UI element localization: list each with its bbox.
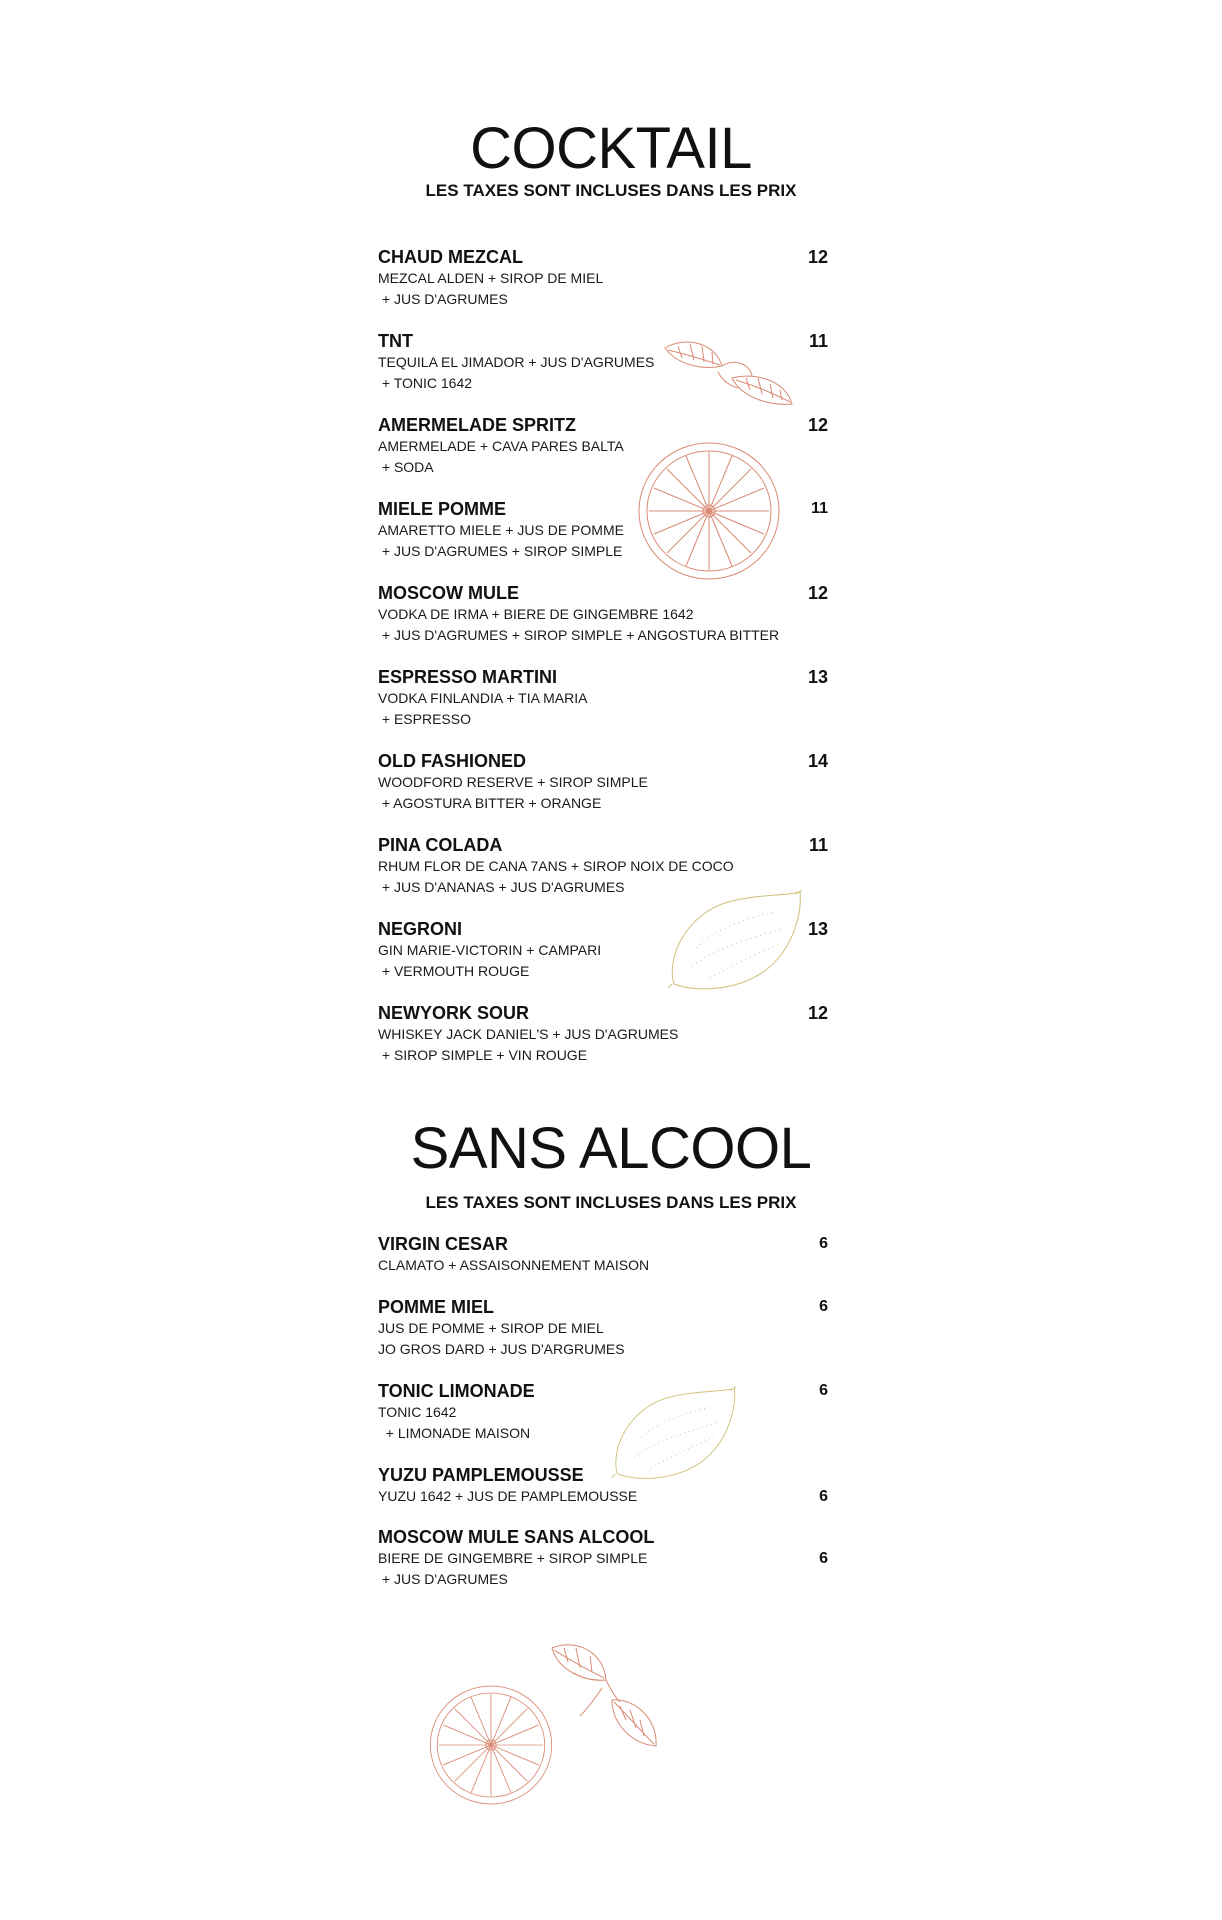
item-desc-line: MEZCAL ALDEN + SIROP DE MIEL [378,270,604,286]
item-desc-line: CLAMATO + ASSAISONNEMENT MAISON [378,1257,650,1273]
cocktail-subtitle: LES TAXES SONT INCLUSES DANS LES PRIX [425,181,797,200]
item-price: 6 [819,1550,828,1567]
item-desc-line: + JUS D'AGRUMES + SIROP SIMPLE [378,543,623,559]
item-desc-line: + JUS D'AGRUMES + SIROP SIMPLE + ANGOSTURA BITTER [378,627,780,643]
item-desc-line: + AGOSTURA BITTER + ORANGE [378,795,602,811]
item-desc-line: + ESPRESSO [378,711,471,727]
basil-leaves-sketch-icon [660,336,800,406]
item-desc-line: WHISKEY JACK DANIEL'S + JUS D'AGRUMES [378,1026,679,1042]
menu-item-newyork-sour [378,1002,828,1066]
item-desc-line: BIERE DE GINGEMBRE + SIROP SIMPLE [378,1550,648,1566]
item-desc-line: + LIMONADE MAISON [378,1425,531,1441]
menu-item-yuzu-pamplemousse [378,1464,828,1507]
item-name: CHAUD MEZCAL [378,247,523,267]
item-desc-line: TONIC 1642 [378,1404,457,1420]
item-name: OLD FASHIONED [378,751,527,771]
basil-leaves-sketch-icon [546,1640,662,1752]
item-price: 6 [819,1488,828,1505]
item-name: AMERMELADE SPRITZ [378,415,576,435]
item-name: ESPRESSO MARTINI [378,667,558,687]
item-desc-line: + JUS D'AGRUMES [378,1571,508,1587]
item-desc-line: + JUS D'ANANAS + JUS D'AGRUMES [378,879,625,895]
item-name: POMME MIEL [378,1297,494,1317]
lemon-sketch-icon [666,888,806,992]
item-name: NEWYORK SOUR [378,1003,530,1023]
sans-alcool-title: SANS ALCOOL [410,1116,812,1181]
item-desc-line: TEQUILA EL JIMADOR + JUS D'AGRUMES [378,354,655,370]
item-desc-line: + TONIC 1642 [378,375,473,391]
item-desc-line: + JUS D'AGRUMES [378,291,508,307]
item-desc-line: + VERMOUTH ROUGE [378,963,530,979]
item-desc-line: VODKA FINLANDIA + TIA MARIA [378,690,588,706]
item-desc-line: AMERMELADE + CAVA PARES BALTA [378,438,624,454]
item-price: 6 [819,1235,828,1252]
menu-item-chaud-mezcal [378,246,828,310]
item-price: 14 [807,751,828,771]
item-desc-line: JUS DE POMME + SIROP DE MIEL [378,1320,604,1336]
menu-item-espresso-martini [378,666,828,730]
item-name: MOSCOW MULE SANS ALCOOL [378,1527,655,1547]
orange-slice-sketch-icon [634,436,784,586]
item-price: 6 [819,1298,828,1315]
menu-item-tonic-limonade [378,1380,828,1444]
menu-item-pomme-miel [378,1296,828,1360]
item-desc-line: WOODFORD RESERVE + SIROP SIMPLE [378,774,648,790]
menu-item-moscow-mule [378,582,828,646]
item-name: PINA COLADA [378,835,503,855]
item-desc-line: RHUM FLOR DE CANA 7ANS + SIROP NOIX DE COCO [378,858,734,874]
cocktail-title: COCKTAIL [470,116,752,181]
item-desc-line: AMARETTO MIELE + JUS DE POMME [378,522,624,538]
item-price: 12 [807,583,828,603]
item-price: 11 [808,835,828,855]
menu-item-old-fashioned [378,750,828,814]
item-name: TNT [378,331,413,351]
item-desc-line: + SODA [378,459,434,475]
item-desc-line: GIN MARIE-VICTORIN + CAMPARI [378,942,602,958]
item-name: MOSCOW MULE [378,583,519,603]
item-desc-line: + SIROP SIMPLE + VIN ROUGE [378,1047,588,1063]
item-name: MIELE POMME [378,499,507,519]
item-price: 12 [807,247,828,267]
sans-alcool-subtitle: LES TAXES SONT INCLUSES DANS LES PRIX [425,1193,797,1212]
menu-item-virgin-cesar [378,1233,828,1276]
item-name: YUZU PAMPLEMOUSSE [378,1465,584,1485]
item-desc-line: JO GROS DARD + JUS D'ARGRUMES [378,1341,625,1357]
item-price: 13 [807,667,828,687]
item-name: TONIC LIMONADE [378,1381,535,1401]
orange-slice-sketch-icon [426,1680,556,1810]
item-price: 12 [807,1003,828,1023]
item-price: 11 [808,331,828,351]
item-name: VIRGIN CESAR [378,1234,509,1254]
menu-item-moscow-mule-sans-alcool [378,1526,828,1590]
item-price: 6 [819,1382,828,1399]
item-desc-line: YUZU 1642 + JUS DE PAMPLEMOUSSE [378,1488,638,1504]
item-price: 11 [811,500,828,517]
item-name: NEGRONI [378,919,463,939]
item-price: 12 [807,415,828,435]
lemon-sketch-icon [610,1378,740,1488]
item-desc-line: VODKA DE IRMA + BIERE DE GINGEMBRE 1642 [378,606,694,622]
item-price: 13 [807,919,828,939]
